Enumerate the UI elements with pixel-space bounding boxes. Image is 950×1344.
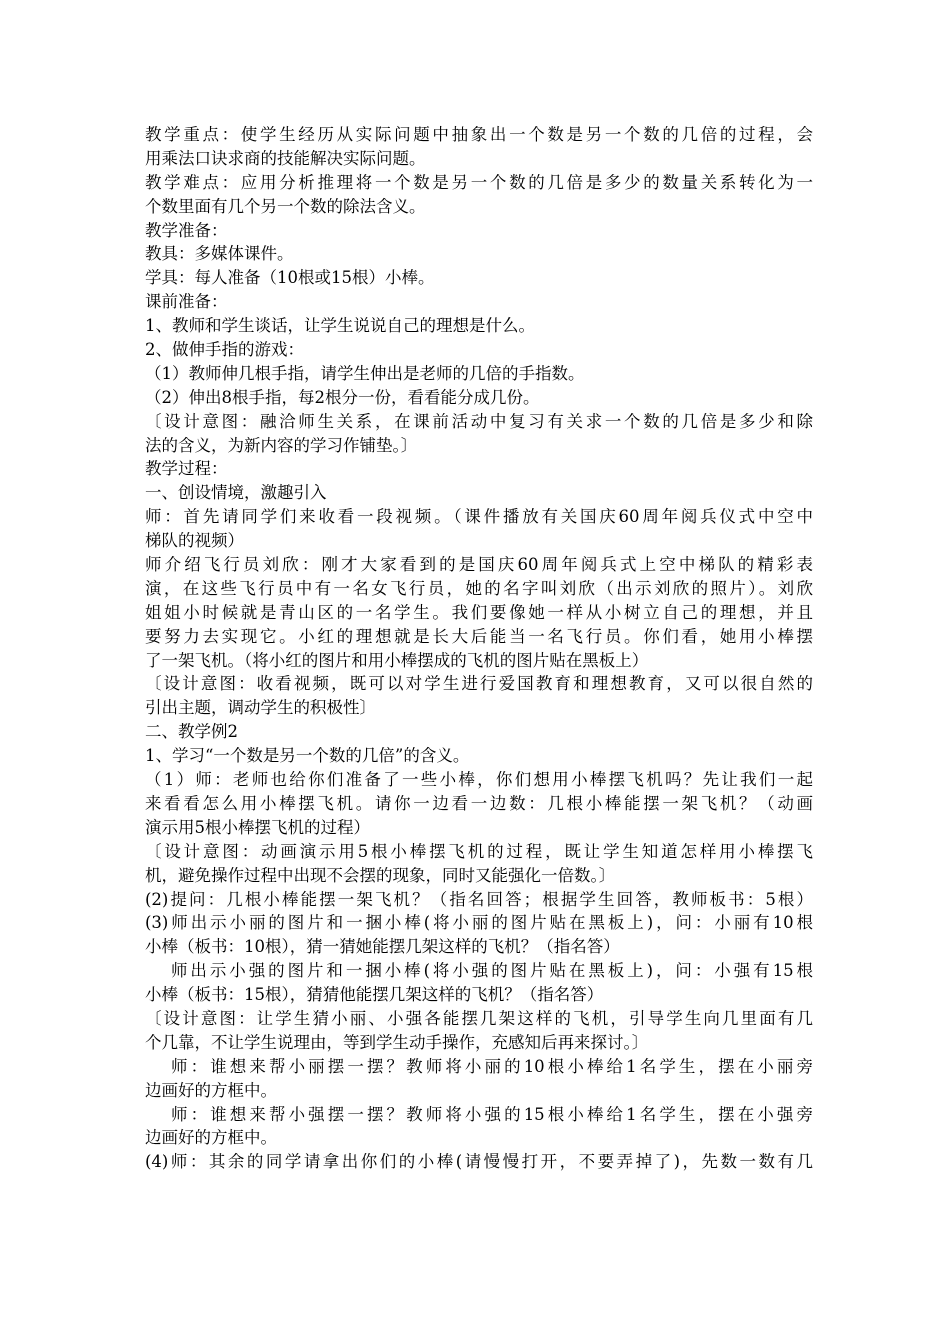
text-line: 二、教学例2	[145, 722, 238, 742]
text-line: 引出主题，调动学生的积极性〕	[145, 698, 376, 718]
text-line: 〔设计意图：融洽师生关系，在课前活动中复习有关求一个数的几倍是多少和除	[145, 411, 813, 431]
text-line: 机，避免操作过程中出现不会摆的现象，同时又能强化一倍数。〕	[145, 865, 616, 885]
text-line: 小棒（板书：10根），猜一猜她能摆几架这样的飞机？（指名答）	[145, 937, 620, 957]
text-line: 学具：每人准备（10根或15根）小棒。	[145, 268, 435, 288]
text-line: 教学难点：应用分析推理将一个数是另一个数的几倍是多少的数量关系转化为一	[145, 172, 813, 192]
text-line: 1、学习“一个数是另一个数的几倍”的含义。	[145, 746, 470, 766]
text-line: 了一架飞机。（将小红的图片和用小棒摆成的飞机的图片贴在黑板上）	[145, 650, 649, 670]
text-line: 梯队的视频）	[145, 531, 244, 551]
text-line: （1）教师伸几根手指，请学生伸出是老师的几倍的手指数。	[145, 363, 585, 383]
text-line: 教学重点：使学生经历从实际问题中抽象出一个数是另一个数的几倍的过程，会	[145, 125, 813, 144]
text-line: 姐姐小时候就是青山区的一名学生。我们要像她一样从小树立自己的理想，并且	[145, 602, 813, 622]
text-line: (4)师：其余的同学请拿出你们的小棒(请慢慢打开，不要弄掉了)，先数一数有几	[145, 1152, 813, 1172]
text-line: 师：谁想来帮小丽摆一摆？教师将小丽的10根小棒给1名学生，摆在小丽旁	[171, 1056, 813, 1076]
text-line: 〔设计意图：动画演示用5根小棒摆飞机的过程，既让学生知道怎样用小棒摆飞	[145, 841, 813, 861]
text-line: 要努力去实现它。小红的理想就是长大后能当一名飞行员。你们看，她用小棒摆	[145, 626, 813, 646]
text-line: 小棒（板书：15根），猜猜他能摆几架这样的飞机？（指名答）	[145, 985, 604, 1005]
text-line: 一、创设情境，激趣引入	[145, 483, 327, 503]
text-line: 边画好的方框中。	[145, 1128, 277, 1148]
text-line: 〔设计意图：让学生猜小丽、小强各能摆几架这样的飞机，引导学生向几里面有几	[145, 1008, 813, 1028]
text-line: 教学准备：	[145, 220, 228, 240]
text-line: (3)师出示小丽的图片和一捆小棒(将小丽的图片贴在黑板上)，问：小丽有10根	[145, 913, 813, 933]
text-line: （1）师：老师也给你们准备了一些小棒，你们想用小棒摆飞机吗？先让我们一起	[145, 770, 813, 790]
text-line: 个数里面有几个另一个数的除法含义。	[145, 196, 426, 216]
text-line: (2)提问：几根小棒能摆一架飞机？（指名回答；根据学生回答，教师板书：5根）	[145, 889, 813, 909]
text-line: 边画好的方框中。	[145, 1080, 277, 1100]
text-line: 课前准备：	[145, 292, 228, 312]
text-line: 师出示小强的图片和一捆小棒(将小强的图片贴在黑板上)，问：小强有15根	[171, 961, 813, 981]
text-line: 法的含义，为新内容的学习作铺垫。〕	[145, 435, 418, 455]
text-line: 演，在这些飞行员中有一名女飞行员，她的名字叫刘欣（出示刘欣的照片）。刘欣	[145, 578, 813, 598]
text-line: 师：首先请同学们来收看一段视频。（课件播放有关国庆60周年阅兵仪式中空中	[145, 507, 813, 527]
text-line: 教具：多媒体课件。	[145, 244, 294, 264]
text-line: 〔设计意图：收看视频，既可以对学生进行爱国教育和理想教育，又可以很自然的	[145, 674, 813, 694]
text-line: 用乘法口诀求商的技能解决实际问题。	[145, 148, 426, 168]
text-line: 演示用5根小棒摆飞机的过程）	[145, 817, 370, 837]
text-line: 来看看怎么用小棒摆飞机。请你一边看一边数：几根小棒能摆一架飞机？（动画	[145, 793, 813, 813]
text-line: （2）伸出8根手指，每2根分一份，看看能分成几份。	[145, 387, 540, 407]
text-line: 师介绍飞行员刘欣：刚才大家看到的是国庆60周年阅兵式上空中梯队的精彩表	[145, 555, 813, 575]
document-page	[145, 123, 813, 1174]
text-line: 1、教师和学生谈话，让学生说说自己的理想是什么。	[145, 316, 535, 336]
text-line: 教学过程：	[145, 459, 228, 479]
text-line: 师：谁想来帮小强摆一摆？教师将小强的15根小棒给1名学生，摆在小强旁	[171, 1104, 813, 1124]
text-line: 个几靠，不让学生说理由，等到学生动手操作，充感知后再来探讨。〕	[145, 1032, 649, 1052]
text-line: 2、做伸手指的游戏：	[145, 340, 304, 360]
